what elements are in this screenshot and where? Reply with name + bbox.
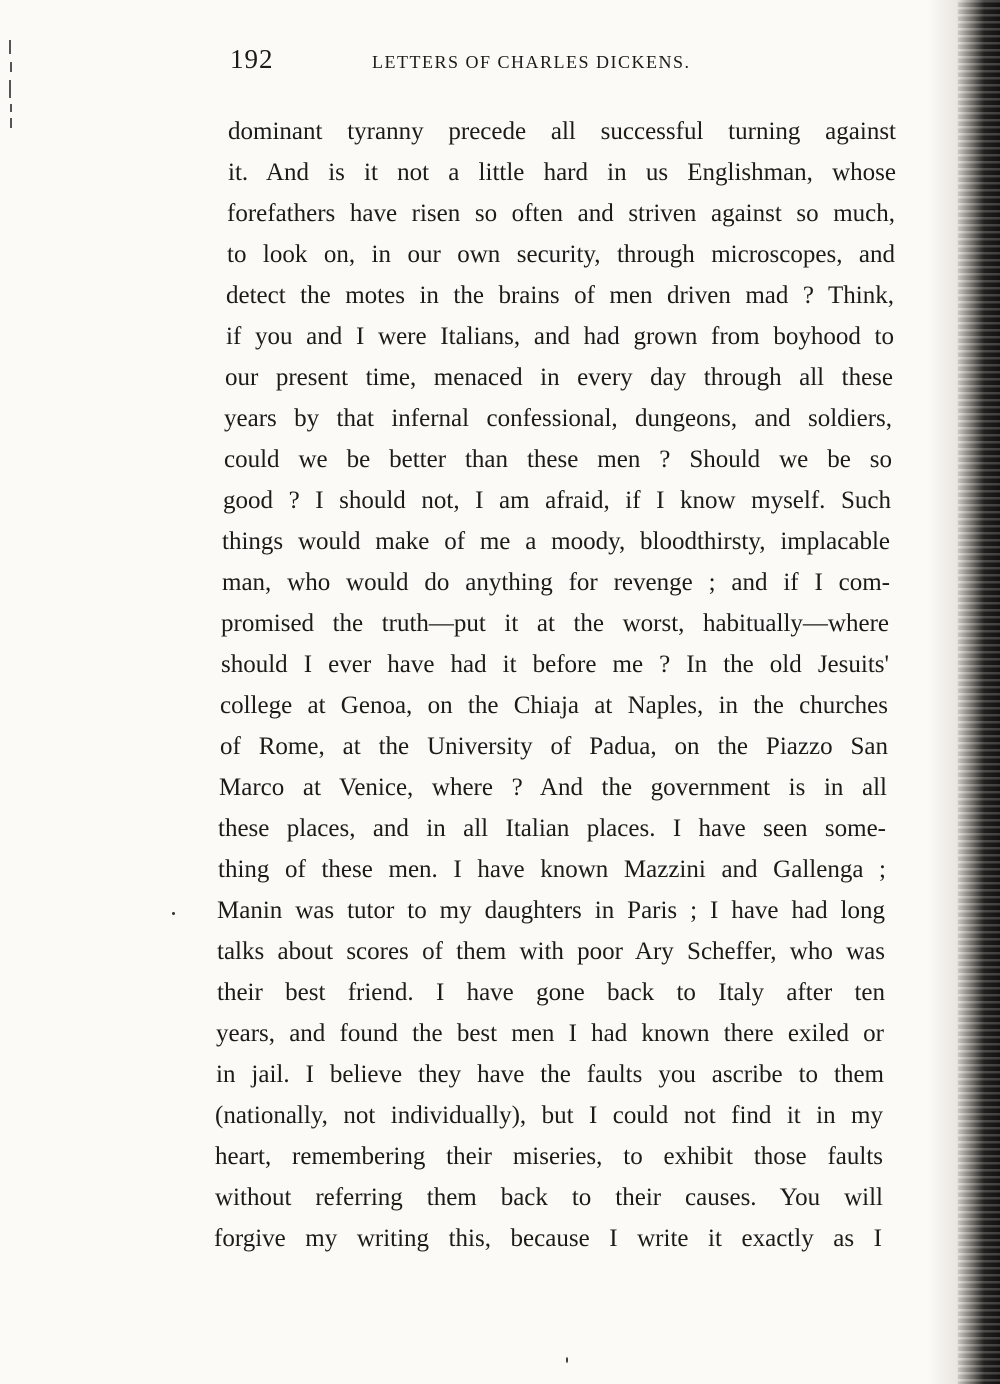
text-line: forgive my writing this, because I write it exactly as I <box>214 1225 882 1252</box>
text-line: our present time, menaced in every day through all these <box>225 364 893 391</box>
text-line: Marco at Venice, where ? And the government is in all <box>219 774 887 801</box>
text-line: it. And is it not a little hard in us Englishman, whose <box>228 159 896 186</box>
text-line: college at Genoa, on the Chiaja at Naples, in the churches <box>220 692 888 719</box>
text-line: their best friend. I have gone back to Italy after ten <box>217 979 885 1006</box>
text-line: heart, remembering their miseries, to exhibit those faults <box>215 1143 883 1170</box>
text-line: to look on, in our own security, through microscopes, and <box>227 241 895 268</box>
page-header <box>0 44 1000 84</box>
text-line: should I ever have had it before me ? In the old Jesuits' <box>221 651 889 678</box>
text-line: dominant tyranny precede all successful turning against <box>228 118 896 145</box>
text-line: without referring them back to their causes. You will <box>215 1184 883 1211</box>
page-edge-shadow <box>928 0 1000 1384</box>
text-line: talks about scores of them with poor Ary Scheffer, who was <box>217 938 885 965</box>
text-line: promised the truth—put it at the worst, habitually—where <box>221 610 889 637</box>
ink-speck <box>566 1357 568 1363</box>
text-line: years, and found the best men I had known there exiled or <box>216 1020 884 1047</box>
text-line: man, who would do anything for revenge ; and if I com- <box>222 569 890 596</box>
text-line: detect the motes in the brains of men driven mad ? Think, <box>226 282 894 309</box>
text-line: things would make of me a moody, bloodthirsty, implacable <box>222 528 890 555</box>
text-line: forefathers have risen so often and striven against so much, <box>227 200 895 227</box>
text-line: these places, and in all Italian places. I have seen some- <box>218 815 886 842</box>
text-line: years by that infernal confessional, dungeons, and soldiers, <box>224 405 892 432</box>
text-line: if you and I were Italians, and had grown from boyhood to <box>226 323 894 350</box>
page-number: 192 <box>230 44 274 74</box>
text-line: in jail. I believe they have the faults you ascribe to them <box>216 1061 884 1088</box>
ink-speck <box>172 912 175 915</box>
text-line: could we be better than these men ? Should we be so <box>224 446 892 473</box>
running-title: LETTERS OF CHARLES DICKENS. <box>372 52 691 72</box>
left-margin-marks <box>0 0 40 1384</box>
text-line: good ? I should not, I am afraid, if I know myself. Such <box>223 487 891 514</box>
text-line: thing of these men. I have known Mazzini and Gallenga ; <box>218 856 886 883</box>
text-line: Manin was tutor to my daughters in Paris ; I have had long <box>217 897 885 924</box>
text-line: (nationally, not individually), but I could not find it in my <box>215 1102 883 1129</box>
text-line: of Rome, at the University of Padua, on the Piazzo San <box>220 733 888 760</box>
